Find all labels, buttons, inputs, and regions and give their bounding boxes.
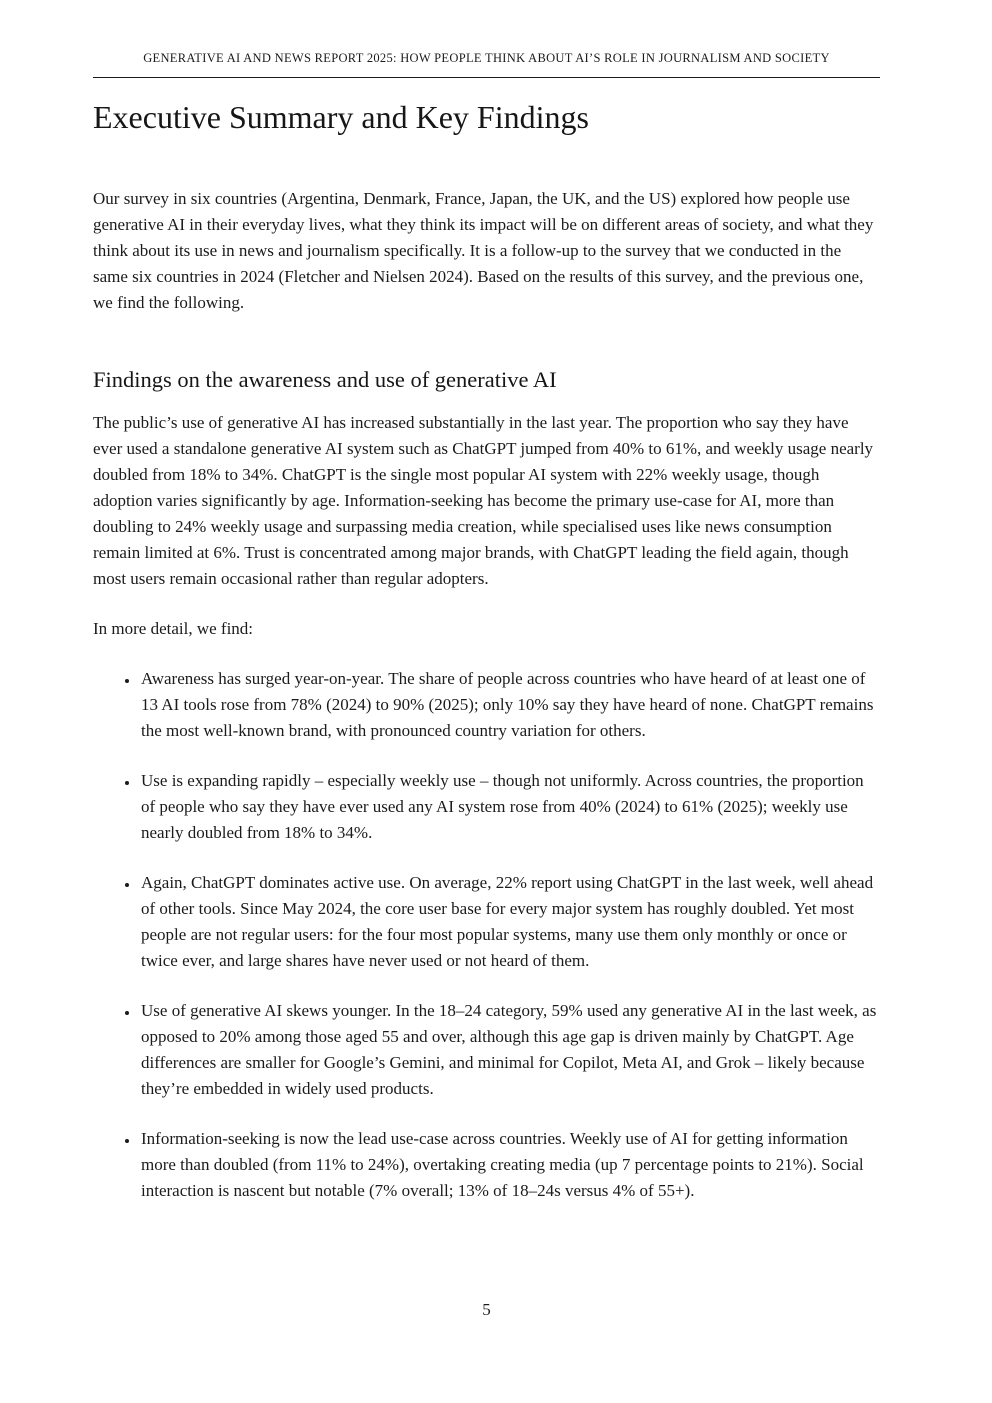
- lead-in-text: In more detail, we find:: [93, 619, 254, 638]
- list-item: • Use of generative AI skews younger. In the 18–24 category, 59% used any generative AI in the last week, as opposed to 20% among those aged 55 and over, although this age gap is driven mainly by ChatGPT. Age differences are smaller for Google’s Gemini, and minimal for Copilot, Meta AI, and Grok – likely because they’re embedded in widely used products.: [139, 998, 880, 1102]
- page-title: Executive Summary and Key Findings: [93, 99, 589, 135]
- section-paragraph: The public’s use of generative AI has increased substantially in the last year. The proportion who say they have ever used a standalone generative AI system such as ChatGPT jumped from 40% to 61%, and weekly usage nearly doubled from 18% to 34%. ChatGPT is the single most popular AI system with 22% weekly usage, though adoption varies significantly by age. Information-seeking has become the primary use-case for AI, more than doubling to 24% weekly usage and surpassing media creation, while specialised uses like news consumption remain limited at 6%. Trust is concentrated among major brands, with ChatGPT leading the field again, though most users remain occasional rather than regular adopters.: [93, 413, 874, 588]
- list-item: • Information-seeking is now the lead use-case across countries. Weekly use of AI for getting information more than doubled (from 11% to 24%), overtaking creating media (up 7 percentage points to 21%). Social interaction is nascent but notable (7% overall; 13% of 18–24s versus 4% of 55+).: [139, 1126, 880, 1204]
- page-header: [93, 50, 880, 78]
- list-item: • Again, ChatGPT dominates active use. On average, 22% report using ChatGPT in the last week, well ahead of other tools. Since May 2024, the core user base for every major system has roughly doubled. Yet most people are not regular users: for the four most popular systems, many use them only monthly or once or twice ever, and large shares have never used or not heard of them.: [139, 870, 880, 974]
- header-rule: [93, 77, 880, 78]
- running-header-title: GENERATIVE AI AND NEWS REPORT 2025: HOW PEOPLE THINK ABOUT AI’S ROLE IN JOURNALISM AND SOCIETY: [143, 51, 830, 65]
- list-item: • Use is expanding rapidly – especially weekly use – though not uniformly. Across countries, the proportion of people who say they have ever used any AI system rose from 40% (2024) to 61% (2025); weekly use nearly doubled from 18% to 34%.: [139, 768, 880, 846]
- list-item: • Awareness has surged year-on-year. The share of people across countries who have heard of at least one of 13 AI tools rose from 78% (2024) to 90% (2025); only 10% say they have heard of none. ChatGPT remains the most well-known brand, with pronounced country variation for others.: [139, 666, 880, 744]
- intro-paragraph: Our survey in six countries (Argentina, Denmark, France, Japan, the UK, and the US) explored how people use generative AI in their everyday lives, what they think its impact will be on different areas of society, and what they think about its use in news and journalism specifically. It is a follow-up to the survey that we conducted in the same six countries in 2024 (Fletcher and Nielsen 2024). Based on the results of this survey, and the previous one, we find the following.: [93, 189, 874, 312]
- section-heading: Findings on the awareness and use of generative AI: [93, 367, 557, 392]
- page-number: 5: [482, 1300, 491, 1319]
- findings-list: [93, 666, 880, 1204]
